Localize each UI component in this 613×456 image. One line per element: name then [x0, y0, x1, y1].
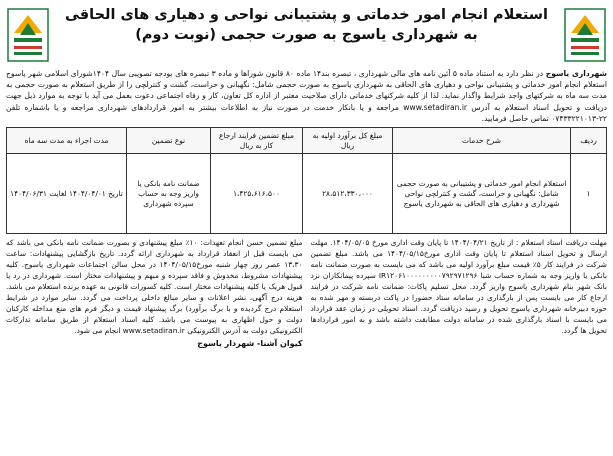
row-index: ۱: [571, 154, 607, 234]
notice-title: استعلام انجام امور خدماتی و پشتیبانی نواحی و دهیاری های الحاقی: [64, 7, 549, 23]
table-header: نوع تضمین: [127, 128, 211, 154]
row-guarantee-amount: ۱،۴۲۵،۶۱۶،۵۰۰: [211, 154, 303, 234]
table-header: شرح خدمات: [393, 128, 571, 154]
row-description: استعلام انجام امور خدماتی و پشتیبانی به صورت حجمی شامل: نگهبانی و حراست، گشت و کنترلچی نواحی شهرداری و دهیاری های الحاقی به شهرداری یاسوج: [393, 154, 571, 234]
row-guarantee-type: ضمانت نامه بانکی یا واریز وجه به حساب سپرده شهرداری: [127, 154, 211, 234]
intro-text: در نظر دارد به استناد ماده ۵ آئین نامه های مالی شهرداری ، تبصره بند۱۴ ماده ۸۰ قانون شوراها و ماده ۳ تبصره های بودجه تصویبی سال ۱۴۰۴شورای اسلامی شهر یاسوج استعلام انجام امور خدماتی و پشتیبانی نواحی و دهیاری های الحاقی به شهرداری یاسوج به صورت حجمی شامل: نگهبانی و حراست، گشت و کنترلچی را از طریق استعلام به صورت حجمی به مدت سه ماه به شرکتهای واجد شرایط واگذار نماید. لذا از کلیه شرکتهای خدماتی دارای صلاحیت معتبر از اداره کل تعاون، کار و رفاه اجتماعی دعوت بعمل می آید با توجه به موارد ذیل جهت دریافت و تحویل اسناد استعلام به آدرس www.setadiran.ir مراجعه و یا بانکار خدمت در صورت نیاز به اطلاعات بیشتر به امور قراردادهای شهرداری مراجعه و یا باشماره تلفن ۲۲-۰۷۴۳۳۲۲۱۰۱۳ تماس حاصل فرمایید.: [6, 69, 607, 123]
table-header: مبلغ کل برآورد اولیه به ریال: [303, 128, 393, 154]
conditions-right-column: مهلت دریافت اسناد استعلام : از تاریخ ۱۴۰۴/۰۴/۲۱ تا پایان وقت اداری مورخ ۱۴۰۴/۰۵/۰۵. مهلت ارسال و تحویل اسناد استعلام تا پایان وقت اداری مورخ۱۴۰۴/۰۵/۱۵ می باشد. مبلغ تضمین شرکت در فرایند کار ۵٪ قیمت مبلغ برآورد اولیه می باشد که می بایست به صورت ضمانت نامه بانکی یا واریز وجه به شماره حساب شبا IR۱۲۰۶۱۰۰۰۰۰۰۰۰۰۷۹۲۹۷۱۲۹۶ سپرده پیمانکاران نزد بانک شهر بنام شهرداری یاسوج واریز گردد. محل تسلیم پاکات: ضمانت نامه شرکت در فرایند ارجاع کار می بایست پس از بارگذاری در سامانه ستاد حضورا در پاکت دربسته و مهر شده به حوزه دبیرخانه شهرداری یاسوج تحویل و رسید دریافت گردد. اسناد تحویلی در زمان عقد قرارداد می بایست با اسناد بارگذاری شده در سامانه دولت مطابقت داشته باشد و به امور قراردادها تحویل ها گردد.: [310, 238, 608, 336]
row-estimate: ۲۸،۵۱۲،۳۳۰،۰۰۰: [303, 154, 393, 234]
municipality-logo-icon: [563, 7, 607, 63]
conditions-section: [6, 237, 607, 349]
conditions-left-column: [6, 237, 303, 349]
table-header: ردیف: [571, 128, 607, 154]
conditions-left-text: مبلغ تضمین حسن انجام تعهدات: ۱۰٪ مبلغ پیشنهادی و بصورت ضمانت نامه بانکی می باشد که می بایست قبل از انعقاد قرارداد به شهرداری ارائه گردد. تاریخ بازگشایی پیشنهادات: ساعت ۱۳،۳۰ عصر روز چهار شنبه مورخ۱۴۰۴/۰۵/۱۵ در محل سالن اجتماعات شهرداری یاسوج. کلیه پیشنهادات مشروط، مخدوش و فاقد سپرده و مبهم و پیشنهادات مختار است. شهرداری در رد یا قبول هریک یا کلیه پیشنهادات مختار است. کلیه کسورات قانونی به عهده برنده استعلام می باشد. هزینه درج آگهی، نشر اعلانات و سایر مبالغ داخلی پرداخت می گردد. سایر موارد در شرایط استعلام درج گردیده و با برگ برآورد) برگ پیشنهاد قیمت و دیگر فرم های منع مداخله کارکنان دولت و حول اظهاری به پیوست می باشد. کلیه اسناد استعلام از طریق سامانه تدارکات الکترونیکی دولت به آدرس الکترونیکی www.setadiran.ir انجام می شود.: [6, 238, 303, 336]
table-header: مدت اجراء به مدت سه ماه: [7, 128, 127, 154]
notice-header: [6, 5, 607, 67]
table-header-row: [7, 128, 607, 154]
table-row: [7, 154, 607, 234]
notice-subtitle: به شهرداری یاسوج به صورت حجمی (نوبت دوم): [135, 27, 478, 43]
table-header: مبلغ تضمین فرایند ارجاع کار به ریال: [211, 128, 303, 154]
municipality-logo-icon: [6, 7, 50, 63]
intro-org: شهرداری یاسوج: [545, 69, 607, 78]
intro-paragraph: [6, 68, 607, 124]
services-table: [6, 127, 607, 234]
row-duration: تاریخ ۱۴۰۴/۰۴/۰۱ لغایت ۱۴۰۴/۰۶/۳۱: [7, 154, 127, 234]
signature: کیوان آشنا- شهردار یاسوج: [197, 339, 303, 349]
